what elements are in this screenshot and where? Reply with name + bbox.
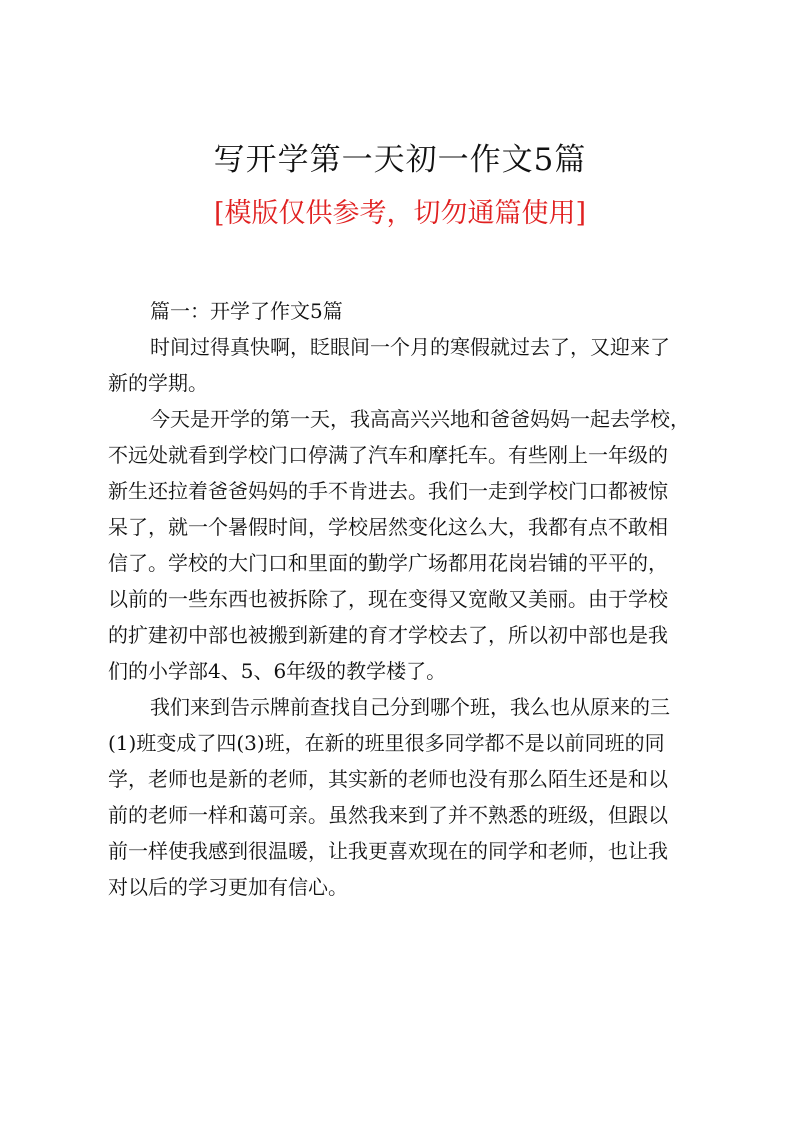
text-line: 前的老师一样和蔼可亲。虽然我来到了并不熟悉的班级，但跟以 [108, 803, 668, 827]
text-line: 今天是开学的第一天，我高高兴兴地和爸爸妈妈一起去学校， [150, 407, 690, 431]
text-line: 学，老师也是新的老师，其实新的老师也没有那么陌生还是和以 [108, 767, 668, 791]
text-line: 我们来到告示牌前查找自己分到哪个班，我么也从原来的三 [150, 695, 670, 719]
text-line: 信了。学校的大门口和里面的勤学广场都用花岗岩铺的平平的， [108, 551, 668, 575]
text-line: 的扩建初中部也被搬到新建的育才学校去了，所以初中部也是我 [108, 623, 668, 647]
text-line: 呆了，就一个暑假时间，学校居然变化这么大，我都有点不敢相 [108, 515, 668, 539]
text-line: 以前的一些东西也被拆除了，现在变得又宽敞又美丽。由于学校 [108, 587, 668, 611]
text-line: 时间过得真快啊，眨眼间一个月的寒假就过去了，又迎来了 [150, 335, 670, 359]
text-line: (1)班变成了四(3)班，在新的班里很多同学都不是以前同班的同 [108, 731, 665, 755]
text-line: 新生还拉着爸爸妈妈的手不肯进去。我们一走到学校门口都被惊 [108, 479, 668, 503]
text-line: 前一样使我感到很温暖，让我更喜欢现在的同学和老师，也让我 [108, 839, 668, 863]
text-line: 对以后的学习更加有信心。 [108, 875, 348, 899]
document-title: 写开学第一天初一作文5篇 [213, 142, 587, 178]
template-notice: [模版仅供参考，切勿通篇使用] [213, 198, 587, 229]
text-line: 不远处就看到学校门口停满了汽车和摩托车。有些刚上一年级的 [108, 443, 668, 467]
text-line: 新的学期。 [108, 371, 208, 395]
essay-body [108, 293, 708, 905]
text-line: 们的小学部4、5、6年级的教学楼了。 [108, 659, 447, 683]
text-line: 篇一：开学了作文5篇 [150, 299, 343, 323]
